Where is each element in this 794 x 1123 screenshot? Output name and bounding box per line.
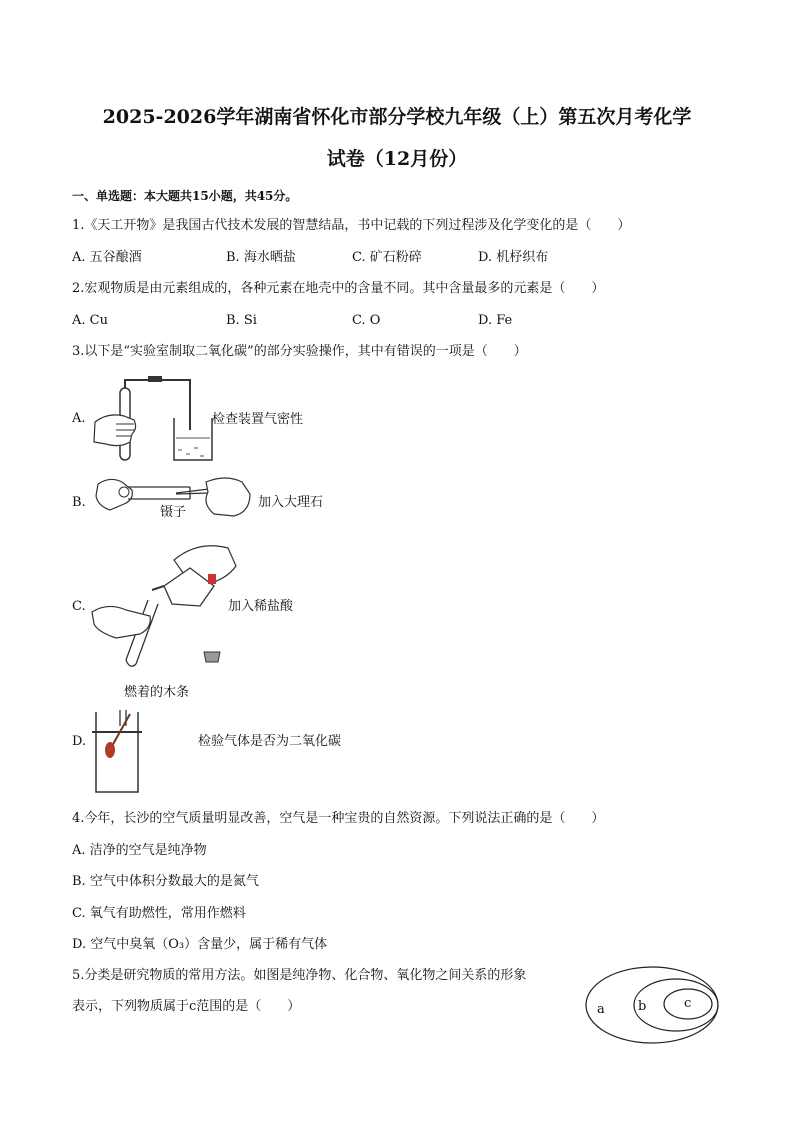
q3-option-c-letter: C. xyxy=(72,599,86,614)
q4-option-c: C. 氧气有助燃性，常用作燃料 xyxy=(72,906,246,921)
q1-option-a: A. 五谷酿酒 xyxy=(72,250,142,265)
question-1-stem: 1.《天工开物》是我国古代技术发展的智慧结晶，书中记载的下列过程涉及化学变化的是（ ） xyxy=(72,218,631,233)
page-title: 2025-2026学年湖南省怀化市部分学校九年级（上）第五次月考化学 xyxy=(102,106,692,128)
nested-ellipses-diagram xyxy=(584,964,724,1046)
q2-option-d: D. Fe xyxy=(478,313,513,328)
diagram-label-b: b xyxy=(638,999,647,1014)
q3-option-a-label: 检查装置气密性 xyxy=(212,412,304,427)
airtightness-check-figure xyxy=(90,372,220,467)
question-5-stem-line2: 表示，下列物质属于c范围的是（ ） xyxy=(72,999,301,1014)
q1-option-b: B. 海水晒盐 xyxy=(226,250,296,265)
q4-option-d: D. 空气中臭氧（O₃）含量少，属于稀有气体 xyxy=(72,937,328,952)
q2-option-b: B. Si xyxy=(226,313,257,328)
diagram-label-a: a xyxy=(597,1002,605,1017)
page-subtitle: 试卷（12月份） xyxy=(326,148,468,170)
q4-option-a: A. 洁净的空气是纯净物 xyxy=(72,843,207,858)
question-3-stem: 3.以下是“实验室制取二氧化碳”的部分实验操作，其中有错误的一项是（ ） xyxy=(72,344,527,359)
q3-option-b-letter: B. xyxy=(72,495,86,510)
gas-bottle-figure xyxy=(90,706,150,798)
q2-option-c: C. O xyxy=(352,313,381,328)
q1-option-c: C. 矿石粉碎 xyxy=(352,250,422,265)
q3-option-b-label: 加入大理石 xyxy=(258,495,324,510)
ellipse-b xyxy=(634,979,718,1031)
question-5-stem-line1: 5.分类是研究物质的常用方法。如图是纯净物、化合物、氧化物之间关系的形象 xyxy=(72,968,527,983)
q2-option-a: A. Cu xyxy=(72,313,108,328)
q3-option-a-letter: A. xyxy=(72,411,86,426)
question-4-stem: 4.今年，长沙的空气质量明显改善，空气是一种宝贵的自然资源。下列说法正确的是（ ） xyxy=(72,811,605,826)
ellipse-a xyxy=(586,967,718,1043)
q4-option-b: B. 空气中体积分数最大的是氮气 xyxy=(72,874,259,889)
q3-option-d-label: 检验气体是否为二氧化碳 xyxy=(198,734,342,749)
q3-option-d-letter: D. xyxy=(72,734,87,749)
q3-option-b-tweezers-label: 镊子 xyxy=(160,505,187,520)
q3-option-c-label: 加入稀盐酸 xyxy=(228,599,294,614)
diagram-label-c: c xyxy=(684,996,692,1011)
q1-option-d: D. 机杼织布 xyxy=(478,250,549,265)
adding-acid-figure xyxy=(90,540,240,670)
question-2-stem: 2.宏观物质是由元素组成的，各种元素在地壳中的含量不同。其中含量最多的元素是（ ） xyxy=(72,281,605,296)
q3-option-d-top-label: 燃着的木条 xyxy=(124,685,190,700)
section-header: 一、单选题：本大题共15小题，共45分。 xyxy=(72,189,298,203)
